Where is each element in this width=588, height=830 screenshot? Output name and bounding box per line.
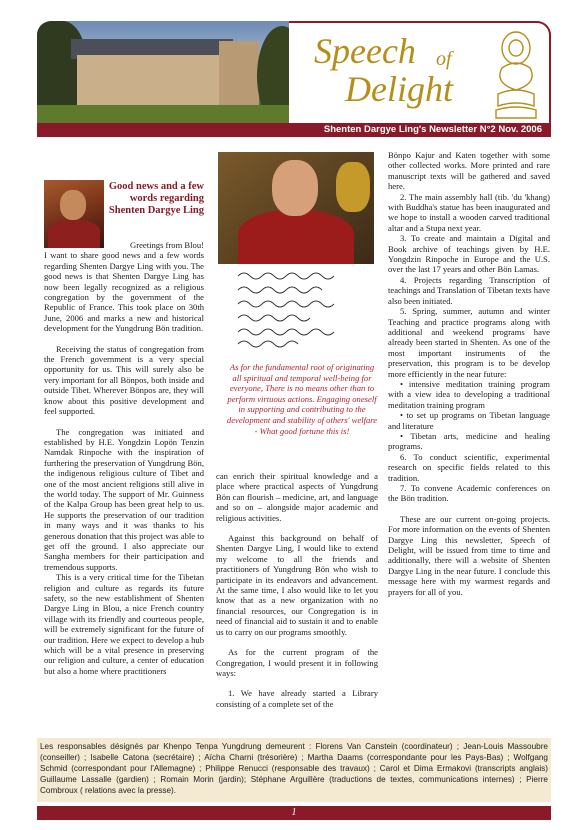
quote: As for the fundamental root of originating all spiritual and temporal well-being for everyone, There is no means other than to perform virtuous actions. Engaging oneself in supporting and contributing to the development and stability of others' welfare - What good fortune this is!: [226, 362, 378, 436]
list-item: 4. Projects regarding Transcription of teachings and Translation of Tibetan texts have also been initiated.: [388, 274, 550, 306]
list-item: 5. Spring, summer, autumn and winter Teaching and practice programs along with additional and weekend programs have already been started in Shenten. As one of the most important instruments of the preservation, this program is to be develop more efficiently in the near future:: [388, 306, 550, 379]
column-1: [44, 240, 204, 676]
tibetan-calligraphy: [234, 268, 362, 348]
title-of: of: [436, 48, 452, 70]
portrait-yongdzin-rinpoche: [218, 152, 374, 264]
paragraph: Receiving the status of congregation from the French government is a very special opportunity for us. This will surely also be very important for all Bönpos, both inside and outside Tibet. Wherever Bönpos are, they will know about this positive development and feel supported.: [44, 343, 204, 417]
chateau-photo: [37, 21, 289, 131]
newsletter-issue: Shenten Dargye Ling's Newsletter N°2 Nov. 2006: [323, 124, 542, 135]
title-delight: Delight: [345, 69, 453, 109]
list-item: 3. To create and maintain a Digital and Book archive of teachings given by H.E. Yongdzin Rinpoche in Europe and the U.S. over the last 17 years and other Bön Lamas.: [388, 233, 550, 275]
paragraph: can enrich their spiritual knowledge and a place where practical aspects of Yungdrung Bön can flourish – medicine, art, and language and so on – alongside major academic and religious activities.: [216, 471, 378, 523]
title-speech: Speech: [314, 31, 416, 71]
paragraph: As for the current program of the Congregation, I would present it in following ways:: [216, 647, 378, 678]
paragraph: Greetings from Blou! I want to share good news and a few words regarding Shenten Dargye Ling with you. The good news is that Shenten Dargye Ling has now been legally recognized as a religious congregation by the government of the Republic of France. This took place on 30th June, 2006 and marks a new and historical development for the Yungdrung Bön tradition.: [44, 240, 204, 334]
list-item: 6. To conduct scientific, experimental research on specific fields related to this tradition.: [388, 451, 550, 483]
paragraph: Bönpo Kajur and Katen together with some other collected works. More printed and rare manuscript texts will be gathered and saved here.: [388, 150, 550, 192]
list-item: 1. We have already started a Library consisting of a complete set of the: [216, 688, 378, 709]
portrait-khenpo: [44, 180, 104, 248]
column-2: [216, 471, 378, 709]
list-item: • intensive meditation training program with a view idea to developing a traditional meditation training program: [388, 378, 550, 410]
paragraph: Against this background on behalf of Shenten Dargye Ling, I would like to extend my welcome to all the friends and practitioners of Yungdrung Bön who wish to participate in its endeavors and advancement. At the same time, I also would like to let you know that as a new organization with no financial resources, our Congregation is in need of financial aid to sustain it and to enable us to carry on our programs smoothly.: [216, 533, 378, 637]
page-number: 1: [291, 807, 297, 818]
article-heading: Good news and a few words regarding Shenten Dargye Ling: [108, 181, 204, 216]
footer-text: Les responsables désignés par Khenpo Tenpa Yungdrung demeurent : Florens Van Canstein (coordinateur) ; Jean-Louis Massoubre (conseiller) ; Isabelle Catona (secrétaire) ; Aïcha Charni (trésorière) ; Martha Daams (correspondante pour les Pays-Bas) ; Wolfgang Schmid (correspondant pour l'Allemagne) ; Philippe Renucci (responsable des travaux) ; Carol et Dima Ermakovi (transcripts anglais) Guillaume Lassalle (gardien) ; Romain Morin (jardin); Stéphane Arguillère (traductions de textes, communications internes) ; Pierre Combroux ( relations avec la presse).: [40, 742, 548, 795]
paragraph: This is a very critical time for the Tibetan religion and culture as regards its future safety, so the new establishment of Shenten Dargye Ling in Blou, a nice French country village with its friendly and courteous people, will be extremely significant for the future of our tradition. Here we expect to develop a hub which will be a vital presence in preserving our religion and culture, a center of education but also a home where practitioners: [44, 572, 204, 676]
paragraph: These are our current on-going projects. For more information on the events of Shenten Dargye Ling this newsletter, Speech of Delight, will be issued from time to time and additionally, there will a website of Shenten Dargye Ling in the near future. I conclude this message here with my warmest regards and prayers for all of you.: [388, 513, 550, 597]
emblem-icon: [488, 28, 544, 122]
list-item: • Tibetan arts, medicine and healing programs.: [388, 430, 550, 452]
list-item: • to set up programs on Tibetan language and literature: [388, 410, 550, 431]
column-3: [388, 150, 550, 597]
paragraph: The congregation was initiated and established by H.E. Yongdzin Lopön Tenzin Namdak Rinpoche with the inspiration of furthering the preservation of Yungdrung Bön, the indigenous religious culture of Tibet and one of the most ancient religions still alive in the world today. The support of Mr. Guinness of the Kalpa Group has been great help to us. He supports the preservation of our tradition in many ways and it was thanks to his generous donation that this project was able to get off the ground. I also appreciate our Sangha members for their participation and tremendous supports.: [44, 426, 204, 572]
list-item: 2. The main assembly hall (tib. 'du 'khang) with Buddha's statue has been inaugurated and we hope to install a wooden carved traditional altar and a Stupa next year.: [388, 191, 550, 233]
list-item: 7. To convene Academic conferences on the Bön tradition.: [388, 483, 550, 504]
